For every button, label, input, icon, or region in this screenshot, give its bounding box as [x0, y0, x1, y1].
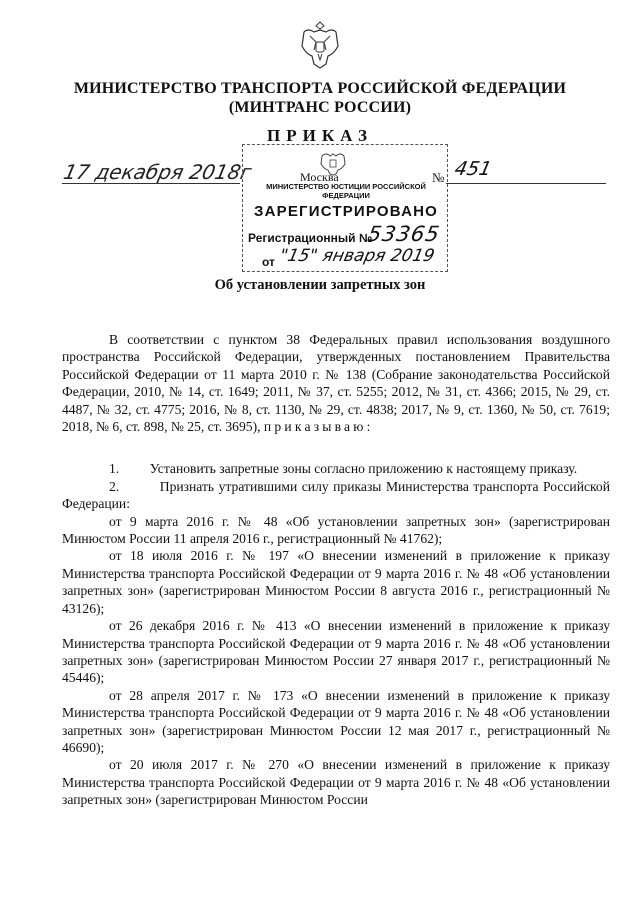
- item-1-number: 1.: [109, 461, 120, 477]
- list-item: от 18 июля 2016 г. № 197 «О внесении изменений в приложение к приказу Министерства транспорта Российской Федерации от 9 марта 2016 г. № 48 «Об установлении запретных зон» (зарегистрирован Минюстом России 8 августа 2016 г., регистрационный № 43126);: [62, 548, 610, 616]
- handwritten-number: 451: [452, 158, 494, 180]
- ministry-short-name: (МИНТРАНС РОССИИ): [228, 99, 412, 116]
- stamp-reg-date: "15" января 2019: [277, 246, 437, 266]
- coat-of-arms-icon: [298, 20, 342, 70]
- handwritten-date: 17 декабря 2018г: [61, 160, 254, 184]
- preamble-paragraph: [62, 331, 610, 435]
- preamble-text: В соответствии с пунктом 38 Федеральных правил использования воздушного пространства Российской Федерации, утвержденных постановлением Правительства Российской Федерации от 11 марта 2010 г. № 138 (Собрание законодательства Российской Федерации, 2010, № 14, ст. 1649; 2011, № 37, ст. 5255; 2012, № 31, ст. 4366; 2015, № 29, ст. 4487, № 32, ст. 4775; 2016, № 8, ст. 1130, № 29, ст. 4838; 2017, № 9, ст. 1360, № 50, ст. 7619; 2018, № 6, ст. 898, № 25, ст. 3695),: [62, 332, 610, 435]
- order-word: приказываю:: [263, 419, 374, 435]
- item-1-text: Установить запретные зоны согласно приложению к настоящему приказу.: [149, 461, 578, 477]
- stamp-ministry-justice: МИНИСТЕРСТВО ЮСТИЦИИ РОССИЙСКОЙ ФЕДЕРАЦИИ: [266, 182, 426, 200]
- stamp-from-label: от: [262, 255, 275, 269]
- item-2-text: Признать утратившими силу приказы Министерства транспорта Российской Федерации:: [62, 478, 610, 512]
- number-underline: [446, 183, 606, 184]
- list-item: от 28 апреля 2017 г. № 173 «О внесении изменений в приложение к приказу Министерства транспорта Российской Федерации от 9 марта 2016 г. № 48 «Об установлении запретных зон» (зарегистрирован Минюстом России 12 мая 2017 г., регистрационный № 46690);: [62, 687, 610, 755]
- list-item: от 9 марта 2016 г. № 48 «Об установлении запретных зон» (зарегистрирован Минюстом России 11 апреля 2016 г., регистрационный № 41762);: [62, 513, 610, 547]
- item-2: [62, 478, 610, 513]
- document-type: ПРИКАЗ: [267, 126, 373, 145]
- city-label: Москва: [300, 170, 339, 184]
- date-underline: [62, 183, 240, 184]
- list-item: от 20 июля 2017 г. № 270 «О внесении изменений в приложение к приказу Министерства транспорта Российской Федерации от 9 марта 2016 г. № 48 «Об установлении запретных зон» (зарегистрирован Минюстом России: [62, 757, 610, 808]
- item-1: [62, 460, 610, 477]
- ministry-name: МИНИСТЕРСТВО ТРАНСПОРТА РОССИЙСКОЙ ФЕДЕРАЦИИ: [73, 80, 567, 97]
- document-title: Об установлении запретных зон: [214, 277, 426, 293]
- stamp-registered: ЗАРЕГИСТРИРОВАНО: [253, 203, 439, 220]
- document-body: [62, 331, 610, 809]
- stamp-reg-number: 53365: [365, 222, 442, 246]
- list-item: от 26 декабря 2016 г. № 413 «О внесении изменений в приложение к приказу Министерства транспорта Российской Федерации от 9 марта 2016 г. № 48 «Об установлении запретных зон» (зарегистрирован Минюстом России 27 января 2017 г., регистрационный № 45446);: [62, 618, 610, 686]
- number-label: №: [432, 170, 445, 185]
- stamp-reg-label: Регистрационный №: [248, 231, 373, 245]
- item-2-number: 2.: [109, 478, 120, 494]
